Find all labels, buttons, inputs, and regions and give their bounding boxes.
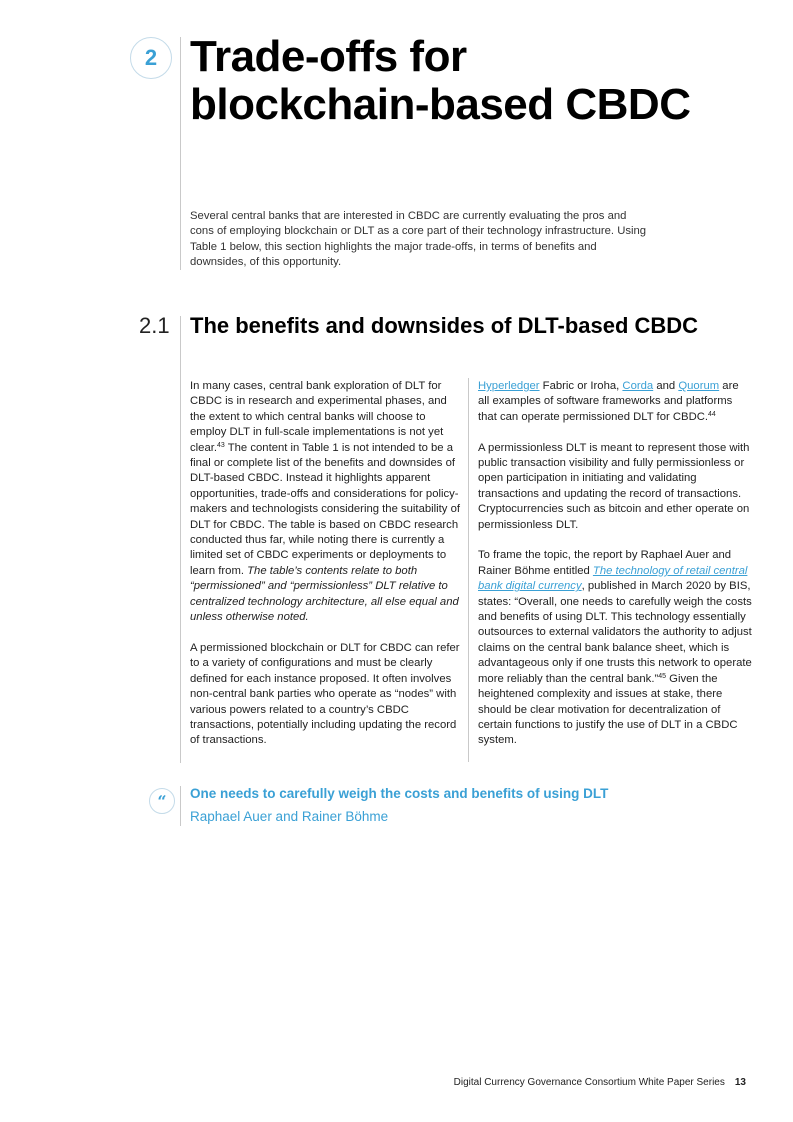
page-number: 13 xyxy=(734,1077,746,1088)
quote-attribution: Raphael Auer and Rainer Böhme xyxy=(190,809,389,824)
chapter-title-line-1: Trade-offs for xyxy=(190,32,467,81)
right-p3-text-c: Given the heightened complexity and issues at stake, there should be clear motivation for decentralization of certain functions to justify the use of DLT in a CBDC system. xyxy=(478,672,738,747)
left-p1-text-a: In many cases, central bank exploration of DLT for CBDC is in research and experimental phases, and the extent to which central banks will choose to employ DLT in full-scale implementations is not yet clear. xyxy=(190,380,447,454)
pull-quote: One needs to carefully weigh the costs and benefits of using DLT xyxy=(190,786,609,801)
right-paragraph-2: A permissionless DLT is meant to represent those with public transaction visibility and fully permissionless or open participation in initiating and validating transactions and updating the record of transactions. Cryptocurrencies such as bitcoin and ether operate on permissionless DLT. xyxy=(478,441,750,531)
report-title-link[interactable]: The technology of retail central bank digital currency xyxy=(478,564,748,593)
section-divider xyxy=(180,316,181,763)
footnote-43: 43 xyxy=(217,441,225,449)
quote-mark: “ xyxy=(157,791,167,811)
footnote-45: 45 xyxy=(658,672,667,680)
chapter-title xyxy=(190,33,770,129)
chapter-divider xyxy=(180,37,181,270)
right-p3-text-b: , published in March 2020 by BIS, states: “Overall, one needs to carefully weigh the costs and benefits of using DLT. This technology essentially outsources to external validators the authority to adjust claims on the central bank balance sheet, which is advantageous only if one trusts this network to operate more reliably than the central bank.” xyxy=(478,580,752,685)
right-column xyxy=(478,379,753,764)
section-number: 2.1 xyxy=(139,313,170,338)
chapter-title-line-2: blockchain-based CBDC xyxy=(190,80,691,129)
intro-paragraph: Several central banks that are interested in CBDC are currently evaluating the pros and cons of employing blockchain or DLT as a core part of their technology infrastructure. Using Table 1 below, this section highlights the major trade-offs, in terms of benefits and downsides, of this opportunity. xyxy=(190,210,647,269)
quote-icon xyxy=(149,788,175,814)
quote-divider xyxy=(180,786,181,826)
column-divider xyxy=(468,378,469,762)
footnote-44: 44 xyxy=(708,410,716,418)
quorum-link[interactable]: Quorum xyxy=(678,380,720,392)
left-paragraph-1 xyxy=(190,379,465,626)
right-p3-text-a: To frame the topic, the report by Raphael Auer and Rainer Böhme entitled xyxy=(478,549,732,577)
left-p1-italic: The table’s contents relate to both “permissioned” and “permissionless” DLT relative to centralized technology architecture, all else equal and unless otherwise noted. xyxy=(190,564,459,624)
right-p1-text-b: and xyxy=(653,380,679,392)
left-p1-text-b: The content in Table 1 is not intended to be a final or complete list of the benefits and downsides of DLT-based CBDC. Instead it highlights apparent opportunities, trade-offs and considerations for policy-makers and technologists considering the suitability of DLT for CBDC. The table is based on CBDC research conducted thus far, while noting there is currently a limited set of CBDC experiments or deployments to learn from. xyxy=(190,441,461,577)
right-paragraph-1 xyxy=(478,379,753,425)
right-p1-text-a: Fabric or Iroha, xyxy=(539,380,623,392)
left-paragraph-2: A permissioned blockchain or DLT for CBDC can refer to a variety of configurations and must be clearly defined for each instance proposed. It often involves non-central bank parties who operate as “nodes” with various powers related to a country’s CBDC transactions, potentially including updating the record of transactions. xyxy=(190,641,460,747)
corda-link[interactable]: Corda xyxy=(622,380,654,392)
right-paragraph-3 xyxy=(478,548,753,748)
chapter-number-badge xyxy=(130,37,172,79)
footer-series: Digital Currency Governance Consortium White Paper Series xyxy=(453,1077,725,1088)
page-footer xyxy=(454,1077,746,1088)
section-title: The benefits and downsides of DLT-based CBDC xyxy=(190,313,699,338)
hyperledger-link[interactable]: Hyperledger xyxy=(478,380,540,392)
chapter-number: 2 xyxy=(144,45,158,70)
left-column xyxy=(190,379,465,764)
right-p1-text-c: are all examples of software frameworks and platforms that can operate permissioned DLT for CBDC. xyxy=(478,380,739,423)
